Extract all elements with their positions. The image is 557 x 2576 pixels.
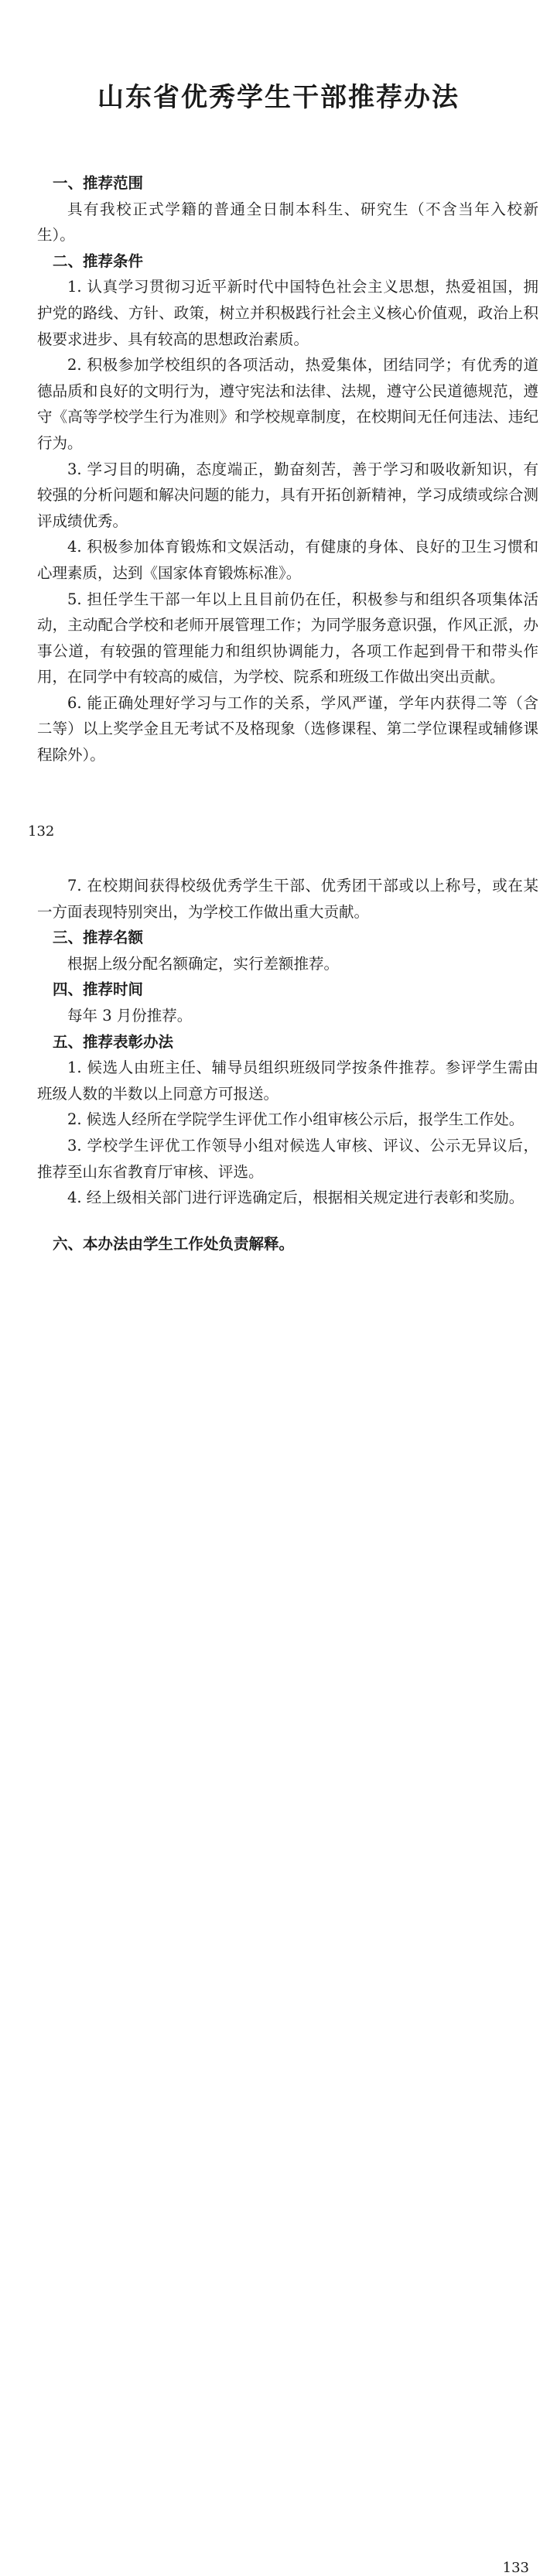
paragraph: 2. 积极参加学校组织的各项活动，热爱集体，团结同学；有优秀的道德品质和良好的文明行为，遵守宪法和法律、法规，遵守公民道德规范，遵守《高等学校学生行为准则》和学校规章制度，在校期间无任何违法、违纪行为。	[37, 356, 538, 452]
section-heading-procedure: 五、推荐表彰办法	[53, 1032, 174, 1051]
paragraph: 5. 担任学生干部一年以上且目前仍在任，积极参与和组织各项集体活动，主动配合学校和老师开展管理工作；为同学服务意识强，作风正派，办事公道，有较强的管理能力和组织协调能力，各项工作起到骨干和带头作用，在同学中有较高的威信，为学校、院系和班级工作做出突出贡献。	[37, 590, 538, 686]
section-heading-quota: 三、推荐名额	[53, 929, 144, 947]
section-heading-time: 四、推荐时间	[53, 980, 144, 999]
paragraph: 2. 候选人经所在学院学生评优工作小组审核公示后，报学生工作处。	[67, 1110, 525, 1129]
paragraph: 3. 学校学生评优工作领导小组对候选人审核、评议、公示无异议后，推荐至山东省教育厅审核、评选。	[37, 1136, 538, 1181]
paragraph: 1. 认真学习贯彻习近平新时代中国特色社会主义思想，热爱祖国，拥护党的路线、方针、政策，树立并积极践行社会主义核心价值观，政治上积极要求进步、具有较高的思想政治素质。	[37, 278, 538, 348]
section-heading-scope: 一、推荐范围	[53, 174, 144, 192]
paragraph: 4. 积极参加体育锻炼和文娱活动，有健康的身体、良好的卫生习惯和心理素质，达到《国家体育锻炼标准》。	[37, 538, 538, 582]
paragraph: 7. 在校期间获得校级优秀学生干部、优秀团干部或以上称号，或在某一方面表现特别突出，为学校工作做出重大贡献。	[37, 877, 538, 921]
section-heading-interpretation: 六、本办法由学生工作处负责解释。	[53, 1234, 295, 1253]
paragraph: 3. 学习目的明确，态度端正，勤奋刻苦，善于学习和吸收新知识，有较强的分析问题和解决问题的能力，具有开拓创新精神，学习成绩或综合测评成绩优秀。	[37, 460, 538, 530]
paragraph: 6. 能正确处理好学习与工作的关系，学风严谨，学年内获得二等（含二等）以上奖学金且无考试不及格现象（选修课程、第二学位课程或辅修课程除外）。	[37, 693, 538, 765]
page-number: 133	[502, 2560, 529, 2576]
paragraph: 根据上级分配名额确定，实行差额推荐。	[67, 954, 340, 973]
document-title: 山东省优秀学生干部推荐办法	[97, 82, 460, 113]
page-number: 132	[28, 823, 55, 840]
paragraph: 1. 候选人由班主任、辅导员组织班级同学按条件推荐。参评学生需由班级人数的半数以上同意方可报送。	[37, 1059, 538, 1103]
paragraph: 4. 经上级相关部门进行评选确定后，根据相关规定进行表彰和奖励。	[67, 1189, 525, 1207]
paragraph: 具有我校正式学籍的普通全日制本科生、研究生（不含当年入校新生）。	[37, 200, 538, 245]
page-132-body	[37, 170, 538, 768]
spacer	[37, 1211, 538, 1231]
section-heading-conditions: 二、推荐条件	[53, 251, 144, 270]
page-133-body	[37, 873, 538, 1257]
paragraph: 每年 3 月份推荐。	[67, 1006, 193, 1025]
